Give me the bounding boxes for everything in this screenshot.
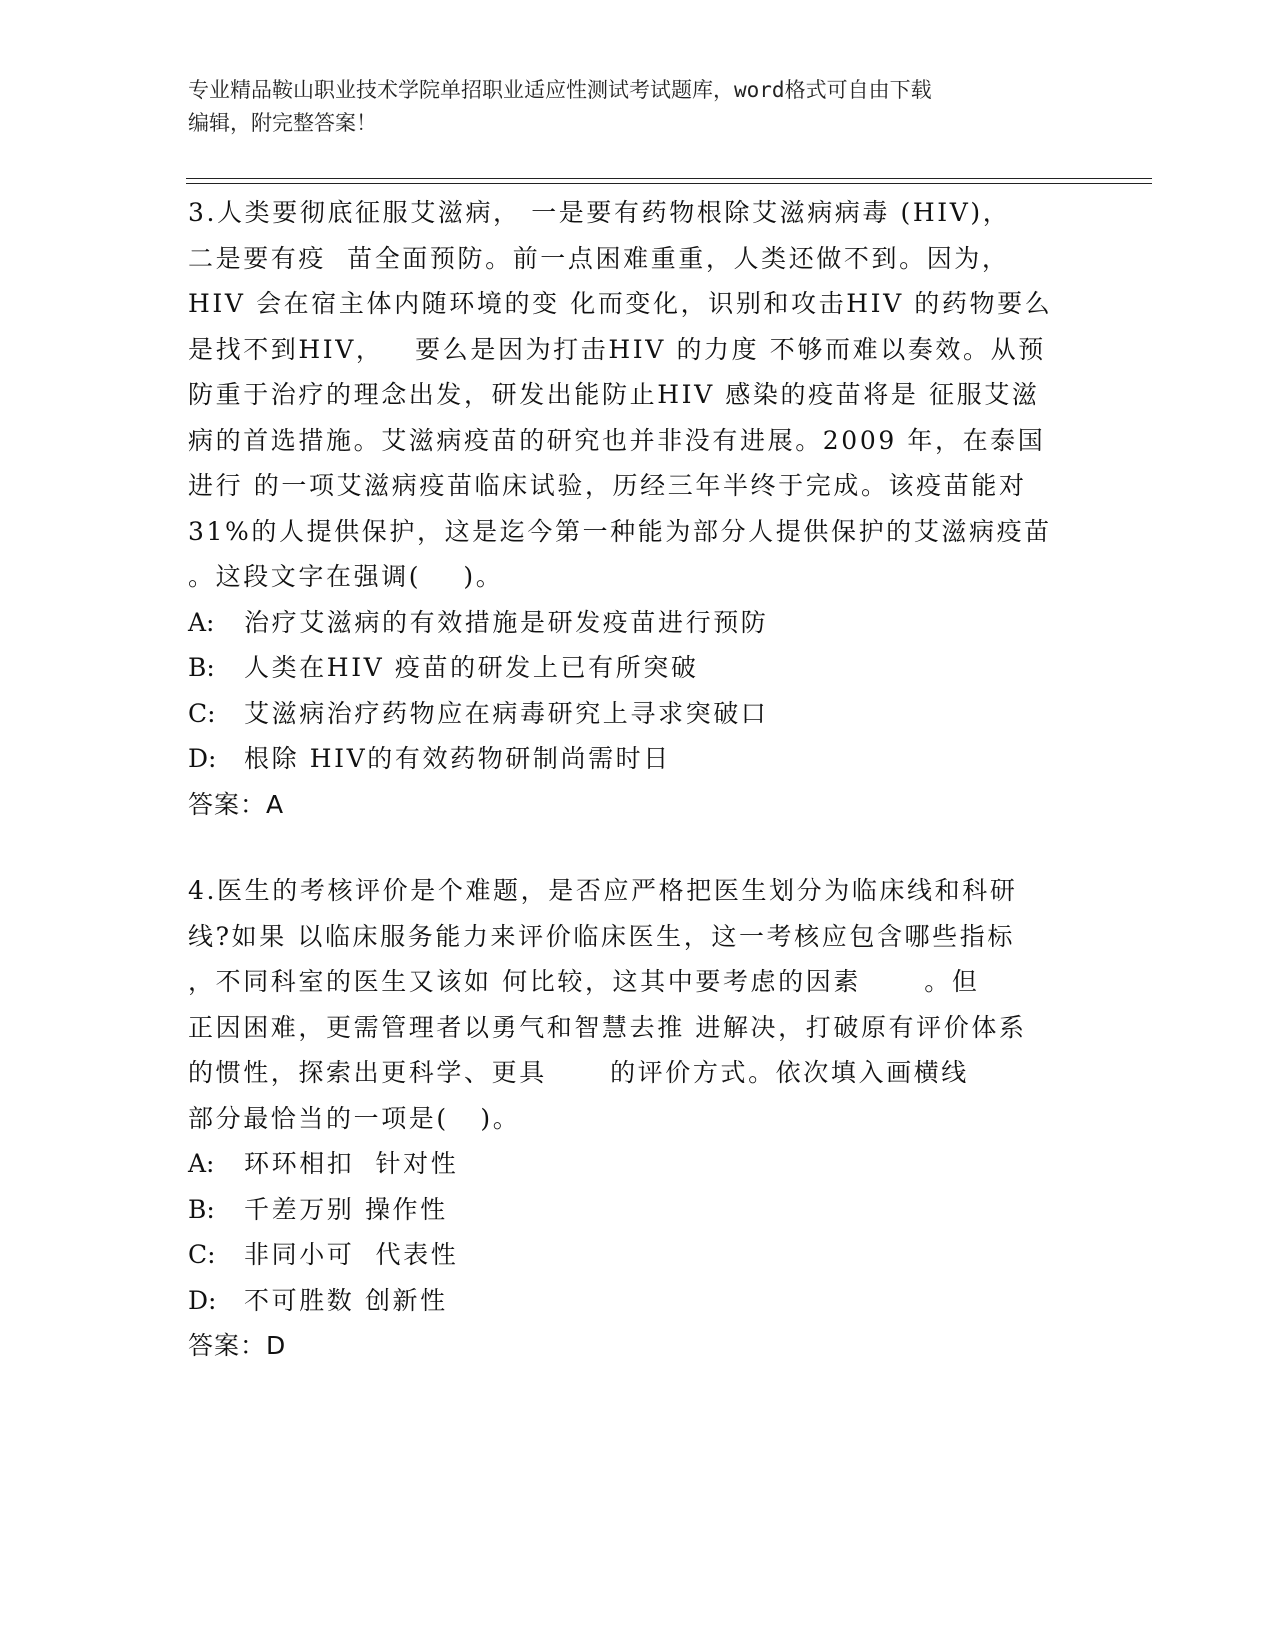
header-line-1: 专业精品鞍山职业技术学院单招职业适应性测试考试题库，word格式可自由下载 (188, 78, 932, 102)
stem-line: 病的首选措施。艾滋病疫苗的研究也并非没有进展。2009 年，在泰国 (188, 425, 1046, 455)
option-b (188, 1187, 1088, 1233)
question-4 (188, 868, 1088, 1369)
option-list (188, 600, 1088, 782)
stem-line: ，不同科室的医生又该如 何比较，这其中要考虑的因素 。但 (188, 967, 980, 996)
option-a (188, 600, 1088, 646)
option-text: 人类在HIV 疫苗的研发上已有所突破 (244, 653, 699, 682)
header-divider-top (186, 178, 1152, 179)
question-stem (188, 868, 1088, 1141)
stem-line: 。这段文字在强调( )。 (188, 562, 504, 591)
answer-line: 答案：D (188, 1331, 287, 1360)
option-letter: A: (188, 607, 215, 637)
answer-line: 答案：A (188, 789, 285, 819)
option-c (188, 691, 1088, 737)
option-text: 环环相扣 针对性 (244, 1149, 459, 1178)
question-stem (188, 190, 1088, 600)
option-text: 治疗艾滋病的有效措施是研发疫苗进行预防 (244, 607, 769, 637)
option-letter: C: (188, 1240, 216, 1269)
option-letter: C: (188, 698, 216, 728)
stem-line: 31%的人提供保护，这是迄今第一种能为部分人提供保护的艾滋病疫苗 (188, 516, 1052, 546)
stem-line: 正因困难，更需管理者以勇气和智慧去推 进解决，打破原有评价体系 (188, 1012, 1027, 1042)
stem-line: HIV 会在宿主体内随环境的变 化而变化，识别和攻击HIV 的药物要么 (188, 289, 1053, 318)
stem-line: 进行 的一项艾滋病疫苗临床试验，历经三年半终于完成。该疫苗能对 (188, 471, 1027, 500)
option-b (188, 645, 1088, 691)
option-list (188, 1141, 1088, 1323)
stem-line: 防重于治疗的理念出发，研发出能防止HIV 感染的疫苗将是 征服艾滋 (188, 380, 1040, 409)
option-text: 艾滋病治疗药物应在病毒研究上寻求突破口 (244, 698, 769, 728)
option-a (188, 1141, 1088, 1187)
option-letter: B: (188, 1194, 215, 1224)
option-d (188, 1278, 1088, 1324)
stem-line: 是找不到HIV， 要么是因为打击HIV 的力度 不够而难以奏效。从预 (188, 334, 1046, 364)
option-d (188, 736, 1088, 782)
option-letter: D: (188, 1285, 217, 1315)
document-header (188, 74, 1068, 140)
question-3 (188, 190, 1088, 827)
option-c (188, 1232, 1088, 1278)
stem-line: 部分最恰当的一项是( )。 (188, 1103, 521, 1133)
option-text: 不可胜数 创新性 (244, 1285, 448, 1315)
stem-line: 4.医生的考核评价是个难题，是否应严格把医生划分为临床线和科研 (188, 876, 1018, 905)
stem-line: 的惯性，探索出更科学、更具 的评价方式。依次填入画横线 (188, 1058, 969, 1087)
option-text: 非同小可 代表性 (244, 1240, 459, 1269)
stem-line: 二是要有疫 苗全面预防。前一点困难重重，人类还做不到。因为， (188, 243, 1010, 273)
stem-line: 线?如果 以临床服务能力来评价临床医生，这一考核应包含哪些指标 (188, 921, 1015, 951)
option-letter: B: (188, 653, 215, 682)
option-letter: A: (188, 1149, 215, 1178)
header-line-2: 编辑，附完整答案！ (188, 111, 377, 135)
option-text: 根除 HIV的有效药物研制尚需时日 (244, 744, 671, 773)
option-text: 千差万别 操作性 (244, 1194, 448, 1224)
header-divider-bottom (186, 183, 1152, 184)
stem-line: 3.人类要彻底征服艾滋病， 一是要有药物根除艾滋病病毒 (HIV)， (188, 198, 1011, 227)
option-letter: D: (188, 744, 217, 773)
